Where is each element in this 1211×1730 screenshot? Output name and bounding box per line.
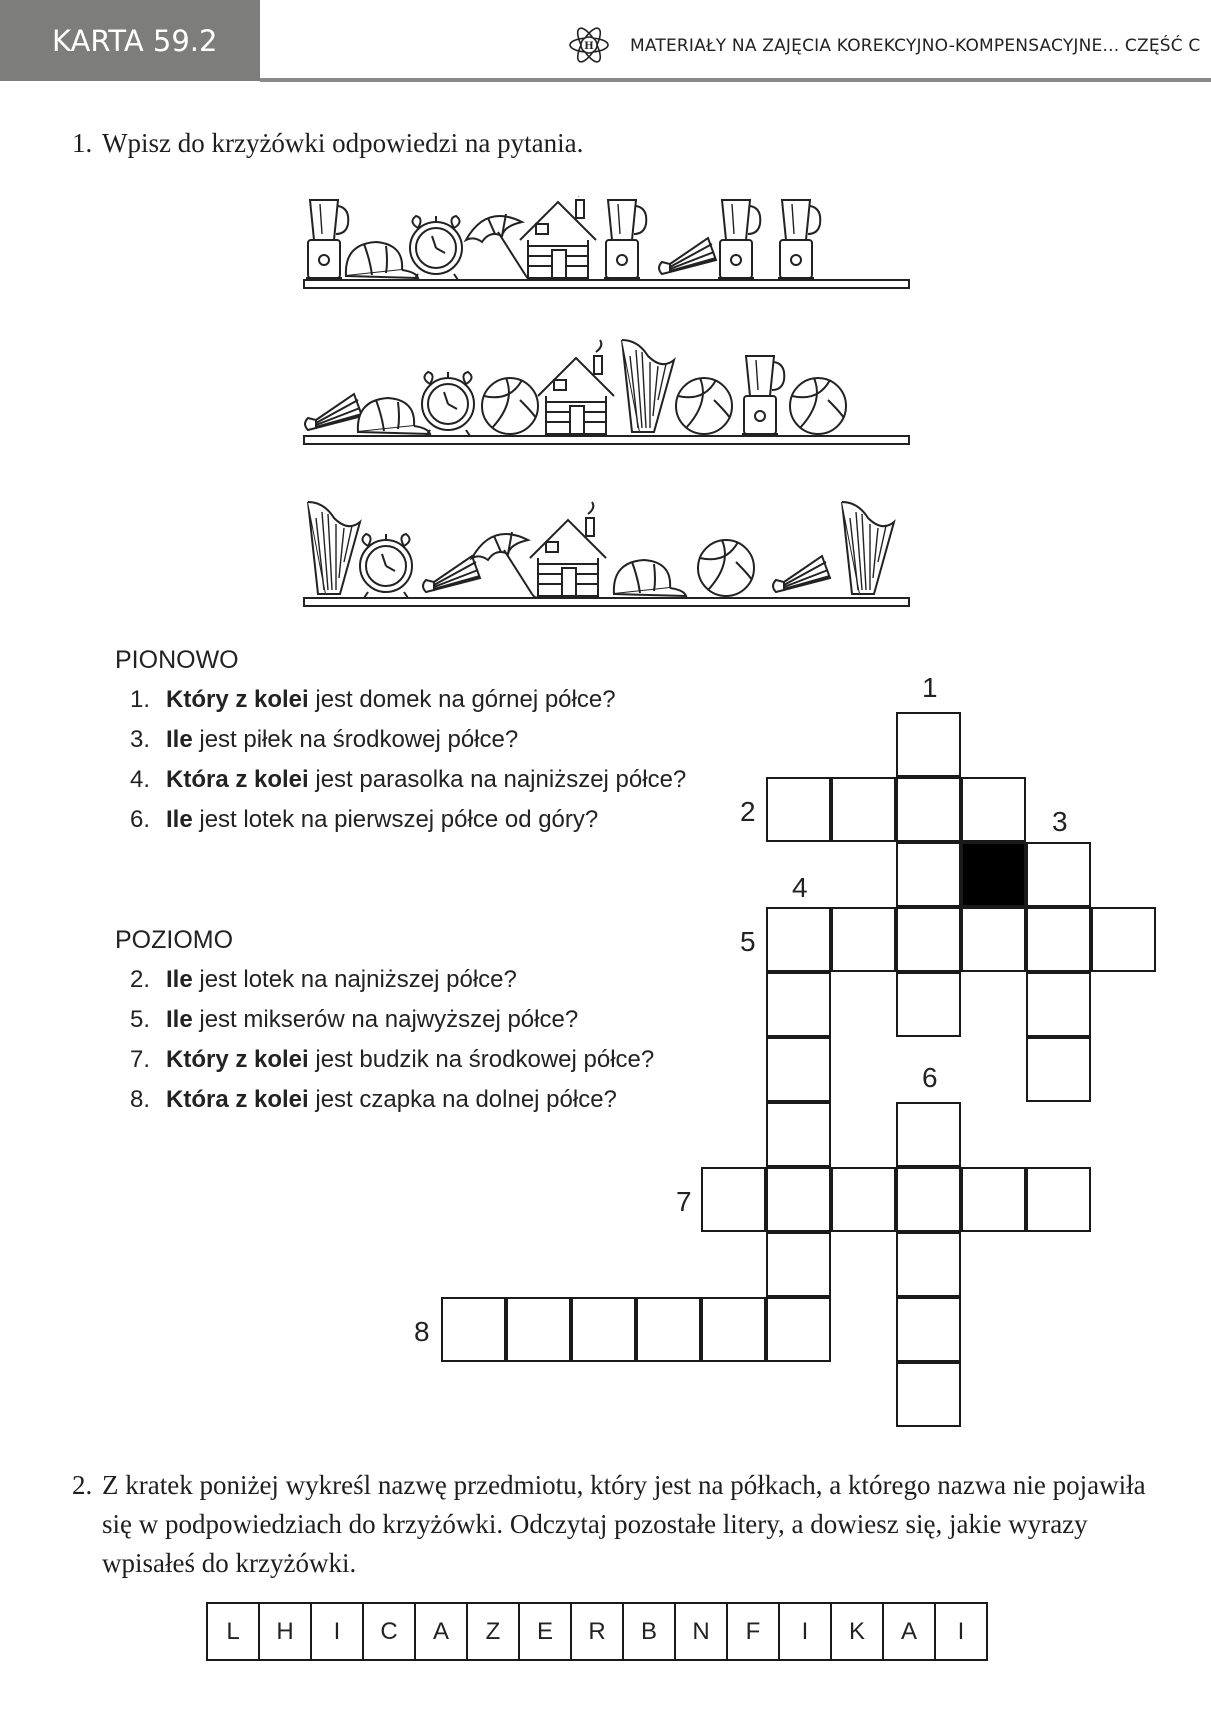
crossword-cell[interactable]	[896, 1232, 961, 1297]
task-1	[72, 124, 1172, 163]
clue-across-5: 5. Ile jest mikserów na najwyższej półce?	[130, 1006, 579, 1033]
bottom-shelf	[304, 502, 909, 606]
crossword-cell[interactable]	[766, 1102, 831, 1167]
crossword-number-6: 6	[922, 1062, 938, 1093]
crossword-cell[interactable]	[766, 1167, 831, 1232]
crossword-cell[interactable]	[896, 1362, 961, 1427]
shelf-board	[304, 280, 909, 288]
crossword-number-4: 4	[792, 872, 808, 903]
blender-icon	[604, 200, 646, 278]
across-heading: POZIOMO	[115, 926, 234, 954]
series-title: MATERIAŁY NA ZAJĘCIA KOREKCYJNO-KOMPENSACYJNE... CZĘŚĆ C	[630, 36, 1201, 56]
crossword-cell[interactable]	[766, 1037, 831, 1102]
crossword-cell[interactable]	[766, 1297, 831, 1362]
letter-box[interactable]: F	[728, 1604, 780, 1659]
crossword-cell[interactable]	[896, 842, 961, 907]
crossword-number-1: 1	[922, 672, 938, 703]
crossword-cell[interactable]	[896, 907, 961, 972]
middle-shelf	[304, 340, 909, 444]
ball-icon	[790, 378, 846, 434]
crossword-cell[interactable]	[896, 712, 961, 777]
house-icon	[530, 502, 606, 596]
crossword-cell[interactable]	[506, 1297, 571, 1362]
letter-box[interactable]: Z	[468, 1604, 520, 1659]
letter-box[interactable]: I	[780, 1604, 832, 1659]
alarm-clock-icon	[422, 372, 474, 436]
crossword-blocked-cell	[961, 842, 1026, 907]
clue-across-2: 2. Ile jest lotek na najniższej półce?	[130, 966, 517, 993]
crossword-cell[interactable]	[441, 1297, 506, 1362]
crossword-cell[interactable]	[896, 1297, 961, 1362]
alarm-clock-icon	[360, 534, 412, 598]
blender-icon	[718, 200, 760, 278]
down-heading: PIONOWO	[115, 646, 239, 674]
umbrella-icon	[472, 532, 540, 598]
crossword-cell[interactable]	[831, 1167, 896, 1232]
crossword-cell[interactable]	[831, 907, 896, 972]
crossword-cell[interactable]	[766, 907, 831, 972]
clue-across-8: 8. Która z kolei jest czapka na dolnej półce?	[130, 1086, 617, 1113]
crossword-cell[interactable]	[1026, 842, 1091, 907]
crossword-cell[interactable]	[766, 1232, 831, 1297]
letter-box[interactable]: K	[832, 1604, 884, 1659]
shuttlecock-icon	[305, 394, 362, 430]
blender-icon	[742, 356, 784, 434]
letter-box[interactable]: R	[572, 1604, 624, 1659]
crossword-number-3: 3	[1052, 806, 1068, 837]
ball-icon	[482, 378, 538, 434]
task-1-number: 1.	[72, 128, 93, 158]
crossword-cell[interactable]	[1026, 1167, 1091, 1232]
shuttlecock-icon	[659, 238, 716, 274]
letter-box[interactable]: L	[208, 1604, 260, 1659]
task-1-text: Wpisz do krzyżówki odpowiedzi na pytania.	[102, 128, 584, 158]
crossword-cell[interactable]	[1026, 972, 1091, 1037]
crossword-cell[interactable]	[571, 1297, 636, 1362]
crossword-cell[interactable]	[1026, 907, 1091, 972]
crossword-cell[interactable]	[896, 1102, 961, 1167]
letter-box[interactable]: I	[312, 1604, 364, 1659]
letter-box[interactable]: B	[624, 1604, 676, 1659]
umbrella-icon	[466, 214, 534, 280]
shelves-illustration	[296, 196, 916, 616]
ball-icon	[698, 540, 754, 596]
crossword-cell[interactable]	[896, 777, 961, 842]
shelf-board	[304, 598, 909, 606]
crossword-number-7: 7	[676, 1186, 692, 1217]
crossword-cell[interactable]	[1026, 1037, 1091, 1102]
crossword-cell[interactable]	[701, 1297, 766, 1362]
crossword-cell[interactable]	[766, 972, 831, 1037]
letter-box[interactable]: N	[676, 1604, 728, 1659]
crossword-cell[interactable]	[961, 1167, 1026, 1232]
crossword-cell[interactable]	[896, 972, 961, 1037]
clue-down-4: 4. Która z kolei jest parasolka na najniższej półce?	[130, 766, 687, 793]
blender-icon	[778, 200, 820, 278]
crossword-cell[interactable]	[701, 1167, 766, 1232]
ball-icon	[676, 378, 732, 434]
clue-down-3: 3. Ile jest piłek na środkowej półce?	[130, 726, 519, 753]
shuttlecock-icon	[773, 556, 830, 592]
card-label: KARTA 59.2	[0, 0, 260, 81]
task-2-number: 2.	[72, 1470, 93, 1500]
harp-icon	[842, 502, 894, 594]
crossword-number-2: 2	[740, 796, 756, 827]
crossword-cell[interactable]	[896, 1167, 961, 1232]
cap-icon	[346, 242, 418, 278]
top-shelf	[304, 196, 909, 288]
crossword-cell[interactable]	[831, 777, 896, 842]
crossword-cell[interactable]	[961, 777, 1026, 842]
across-clues	[130, 960, 654, 1120]
house-icon	[538, 340, 614, 434]
crossword-cell[interactable]	[766, 777, 831, 842]
blender-icon	[306, 200, 348, 278]
letter-strip	[206, 1602, 988, 1661]
cap-icon	[614, 560, 686, 596]
letter-box[interactable]: E	[520, 1604, 572, 1659]
house-icon	[520, 196, 596, 278]
letter-box[interactable]: A	[416, 1604, 468, 1659]
shelf-board	[304, 436, 909, 444]
crossword-number-8: 8	[414, 1316, 430, 1347]
letter-box[interactable]: A	[884, 1604, 936, 1659]
letter-box[interactable]: C	[364, 1604, 416, 1659]
harp-icon	[308, 502, 360, 594]
letter-box[interactable]: I	[936, 1604, 988, 1659]
crossword-cell[interactable]	[1091, 907, 1156, 972]
crossword-number-5: 5	[740, 926, 756, 957]
alarm-clock-icon	[410, 216, 462, 280]
down-clues	[130, 680, 686, 840]
task-2-text: Z kratek poniżej wykreśl nazwę przedmiotu, który jest na półkach, a którego nazwa nie pojawiła się w podpowiedziach do krzyżówki. Odczytaj pozostałe litery, a dowiesz się, jakie wyrazy wpisałeś do krzyżówki.	[102, 1470, 1146, 1578]
crossword-cell[interactable]	[961, 907, 1026, 972]
clue-across-7: 7. Który z kolei jest budzik na środkowej półce?	[130, 1046, 655, 1073]
task-2	[72, 1466, 1162, 1583]
harp-icon	[622, 340, 674, 432]
cap-icon	[358, 398, 430, 434]
clue-down-6: 6. Ile jest lotek na pierwszej półce od góry?	[130, 806, 599, 833]
clue-down-1: 1. Który z kolei jest domek na górnej półce?	[130, 686, 616, 713]
svg-text:H: H	[584, 41, 594, 52]
header-divider	[260, 78, 1211, 82]
crossword-cell[interactable]	[636, 1297, 701, 1362]
shuttlecock-icon	[423, 556, 480, 592]
publisher-atom-logo-icon	[568, 24, 610, 66]
letter-box[interactable]: H	[260, 1604, 312, 1659]
